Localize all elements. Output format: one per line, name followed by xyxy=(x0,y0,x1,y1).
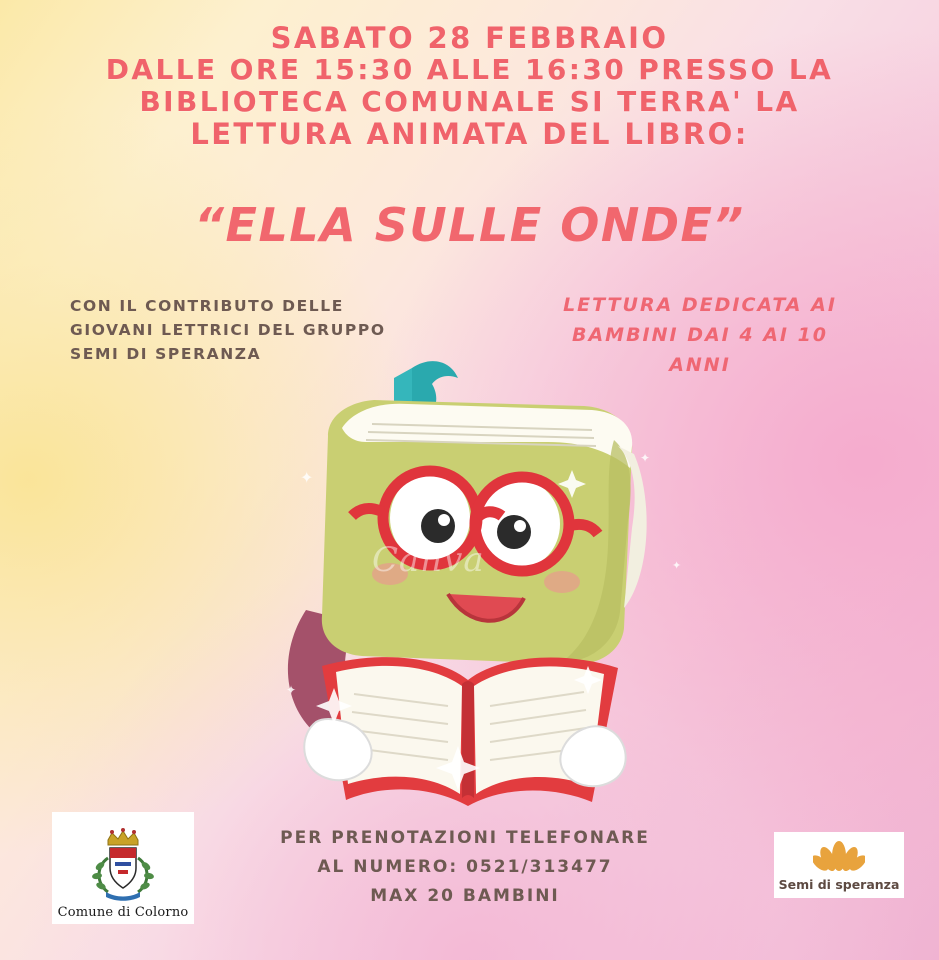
event-headline xyxy=(0,22,939,150)
credits-line-3: SEMI DI SPERANZA xyxy=(70,345,262,363)
sparkle-icon: ✦ xyxy=(286,683,297,697)
booking-block xyxy=(175,824,755,911)
book-title: “ELLA SULLE ONDE” xyxy=(194,198,745,252)
audience-line-3: ANNI xyxy=(669,354,731,376)
canva-watermark: Canva xyxy=(372,540,485,580)
credits-line-2: GIOVANI LETTRICI DEL GRUPPO xyxy=(70,321,386,339)
lotus-icon xyxy=(813,838,865,876)
comune-logo xyxy=(52,812,194,924)
headline-line-2: DALLE ORE 15:30 ALLE 16:30 PRESSO LA xyxy=(105,53,834,86)
semi-di-speranza-logo xyxy=(774,832,904,898)
crest-icon xyxy=(88,828,158,904)
comune-logo-caption: Comune di Colorno xyxy=(57,905,189,920)
booking-line-3: MAX 20 BAMBINI xyxy=(370,886,560,906)
booking-line-1: PER PRENOTAZIONI TELEFONARE xyxy=(280,828,650,848)
sparkle-icon: ✦ xyxy=(672,559,682,572)
booking-line-2: AL NUMERO: 0521/313477 xyxy=(317,857,613,877)
headline-line-4: LETTURA ANIMATA DEL LIBRO: xyxy=(190,117,749,151)
book-character-illustration xyxy=(262,350,672,820)
sparkle-icon: ✦ xyxy=(300,468,314,487)
audience-line-2: BAMBINI DAI 4 AI 10 xyxy=(571,324,829,346)
sparkle-icon: ✦ xyxy=(640,451,651,465)
credits-line-1: CON IL CONTRIBUTO DELLE xyxy=(70,297,344,315)
headline-line-3: BIBLIOTECA COMUNALE SI TERRA' LA xyxy=(139,85,800,118)
semi-logo-caption: Semi di speranza xyxy=(778,877,900,892)
audience-line-1: LETTURA DEDICATA AI xyxy=(563,294,837,316)
headline-line-1: SABATO 28 FEBBRAIO xyxy=(270,21,669,55)
